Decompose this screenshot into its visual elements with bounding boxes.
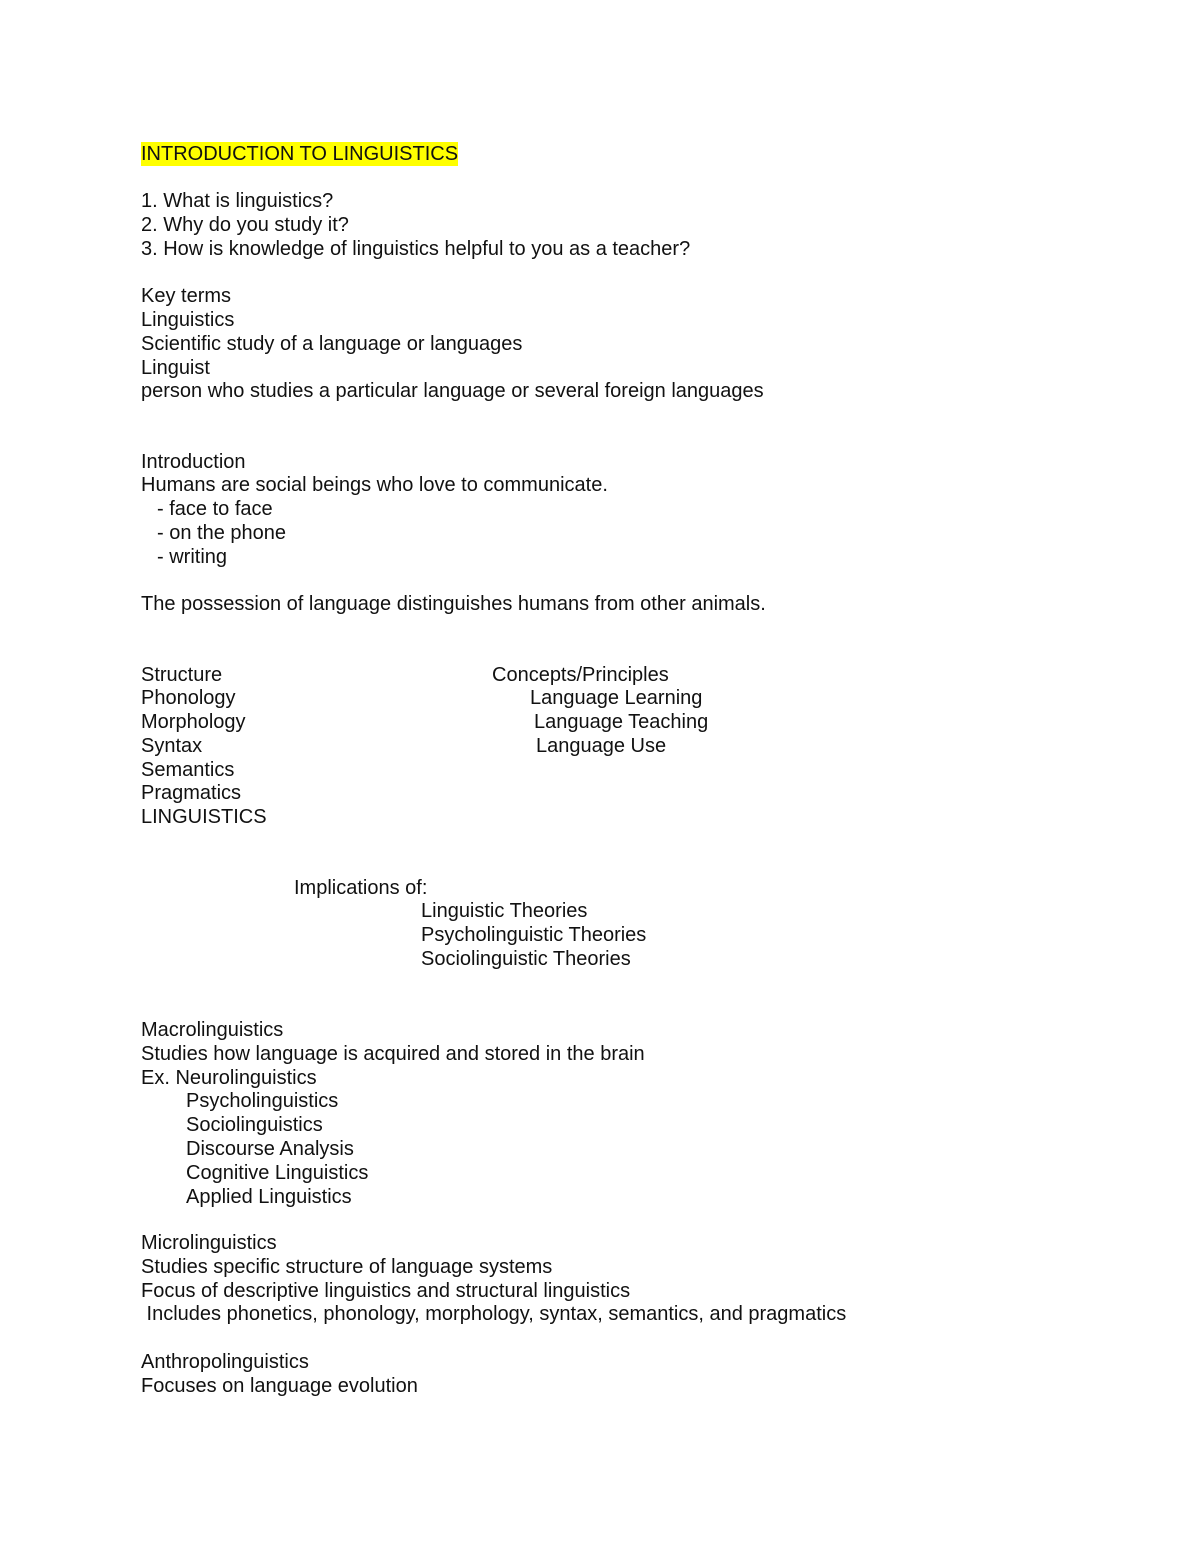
structure-heading: Structure <box>141 664 223 686</box>
question-1: 1. What is linguistics? <box>141 190 334 212</box>
implication-sociolinguistic-theories: Sociolinguistic Theories <box>421 948 631 970</box>
term-linguist: Linguist <box>141 357 210 379</box>
macro-item-cognitive-linguistics: Cognitive Linguistics <box>186 1162 369 1184</box>
microlinguistics-line-1: Studies specific structure of language systems <box>141 1256 553 1278</box>
concept-language-use: Language Use <box>536 735 667 757</box>
key-terms-heading: Key terms <box>141 285 232 307</box>
concept-language-teaching: Language Teaching <box>534 711 709 733</box>
term-linguist-definition: person who studies a particular language or several foreign languages <box>141 380 764 402</box>
bullet-face-to-face: - face to face <box>157 498 273 520</box>
term-linguistics: Linguistics <box>141 309 235 331</box>
term-linguistics-definition: Scientific study of a language or languages <box>141 333 523 355</box>
macrolinguistics-example: Ex. Neurolinguistics <box>141 1067 317 1089</box>
question-2: 2. Why do you study it? <box>141 214 349 236</box>
structure-item-pragmatics: Pragmatics <box>141 782 242 804</box>
implication-psycholinguistic-theories: Psycholinguistic Theories <box>421 924 647 946</box>
concept-language-learning: Language Learning <box>530 687 703 709</box>
structure-item-phonology: Phonology <box>141 687 236 709</box>
anthropolinguistics-heading: Anthropolinguistics <box>141 1351 309 1373</box>
implications-heading: Implications of: <box>294 877 428 899</box>
macro-item-applied-linguistics: Applied Linguistics <box>186 1186 352 1208</box>
microlinguistics-heading: Microlinguistics <box>141 1232 277 1254</box>
document-title: INTRODUCTION TO LINGUISTICS <box>141 143 459 165</box>
microlinguistics-line-3: Includes phonetics, phonology, morphology, syntax, semantics, and pragmatics <box>141 1303 847 1325</box>
question-3: 3. How is knowledge of linguistics helpful to you as a teacher? <box>141 238 691 260</box>
implication-linguistic-theories: Linguistic Theories <box>421 900 588 922</box>
anthropolinguistics-definition: Focuses on language evolution <box>141 1375 418 1397</box>
macro-item-sociolinguistics: Sociolinguistics <box>186 1114 323 1136</box>
macrolinguistics-definition: Studies how language is acquired and stored in the brain <box>141 1043 645 1065</box>
structure-item-linguistics: LINGUISTICS <box>141 806 267 828</box>
bullet-writing: - writing <box>157 546 228 568</box>
microlinguistics-line-2: Focus of descriptive linguistics and structural linguistics <box>141 1280 631 1302</box>
macrolinguistics-heading: Macrolinguistics <box>141 1019 284 1041</box>
concepts-heading: Concepts/Principles <box>492 664 669 686</box>
introduction-lead: Humans are social beings who love to communicate. <box>141 474 608 496</box>
introduction-heading: Introduction <box>141 451 246 473</box>
bullet-on-the-phone: - on the phone <box>157 522 286 544</box>
structure-item-morphology: Morphology <box>141 711 246 733</box>
structure-item-syntax: Syntax <box>141 735 203 757</box>
introduction-statement: The possession of language distinguishes humans from other animals. <box>141 593 766 615</box>
structure-item-semantics: Semantics <box>141 759 235 781</box>
macro-item-psycholinguistics: Psycholinguistics <box>186 1090 339 1112</box>
macro-item-discourse-analysis: Discourse Analysis <box>186 1138 354 1160</box>
